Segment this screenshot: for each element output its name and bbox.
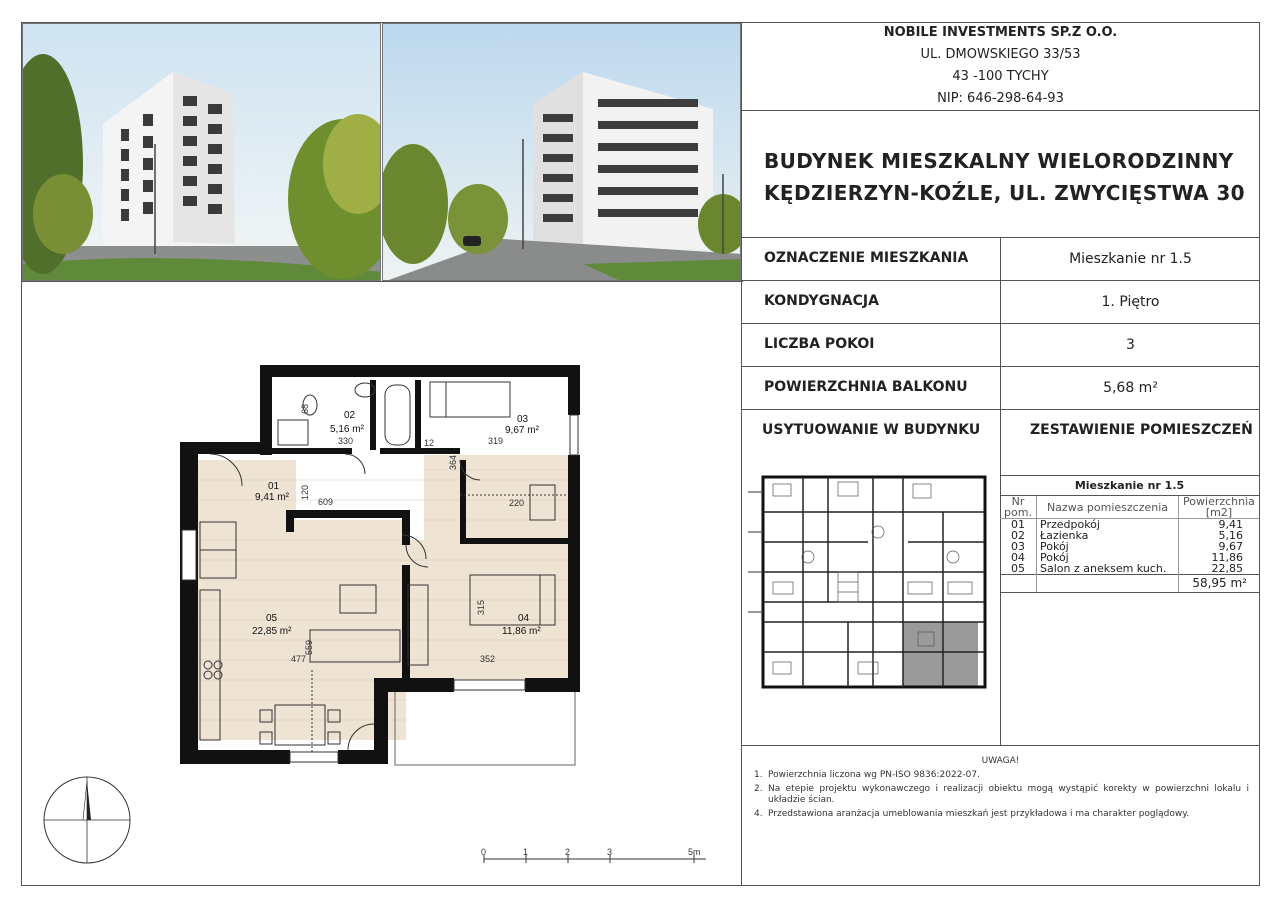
info-value: Mieszkanie nr 1.5	[1000, 238, 1260, 281]
row-area: 5,16	[1218, 529, 1243, 542]
room-03-area: 9,67 m²	[505, 425, 539, 436]
room-summary-table	[1000, 475, 1259, 593]
row-nr: 02	[1000, 530, 1037, 541]
info-row-balcony	[742, 367, 1259, 410]
info-label: KONDYGNACJA	[764, 293, 879, 309]
col-name: Nazwa pomieszczenia	[1037, 496, 1179, 519]
row-nr: 01	[1000, 519, 1037, 531]
room-table	[1000, 496, 1259, 592]
note-text: Na etepie projektu wykonawczego i realizacji obiektu mogą wystąpić korekty w powierzchni lokalu i układzie ścian.	[768, 784, 1249, 805]
dim-label: 609	[318, 497, 334, 507]
note-text: Powierzchnia liczona wg PN-ISO 9836:2022-07.	[768, 770, 980, 780]
building-render-1	[22, 23, 381, 281]
dim-label: 68	[300, 403, 310, 414]
project-title-line2: KĘDZIERZYN-KOŹLE, UL. ZWYCIĘSTWA 30	[764, 181, 1246, 205]
col-nr: Nr	[1011, 495, 1025, 508]
company-header	[742, 22, 1259, 110]
note-text: Przedstawiona aranżacja umeblowania mieszkań jest przykładowa i ma charakter poglądowy.	[768, 809, 1190, 819]
info-value: 5,68 m²	[1000, 367, 1260, 410]
company-city: 43 -100 TYCHY	[952, 69, 1049, 84]
scale-label: 0	[481, 847, 487, 857]
scale-label: 5m	[688, 847, 701, 857]
project-title-box	[742, 110, 1259, 238]
row-area: 9,41	[1218, 518, 1243, 531]
room-03-id: 03	[517, 414, 529, 425]
note-item	[754, 770, 1249, 781]
row-name: Przedpokój	[1037, 519, 1179, 531]
location-heading: USYTUOWANIE W BUDYNKU	[762, 422, 981, 438]
room-02-area: 5,16 m²	[330, 424, 364, 435]
dim-label: 330	[338, 436, 354, 446]
scale-label: 2	[565, 847, 571, 857]
info-row-rooms	[742, 324, 1259, 367]
dim-label: 120	[300, 484, 310, 500]
dim-label: 477	[291, 654, 307, 664]
building-render-2	[382, 23, 741, 281]
row-name: Pokój	[1037, 541, 1179, 552]
info-value: 3	[1000, 324, 1260, 367]
room-02-id: 02	[344, 410, 356, 421]
dim-label: 12	[424, 438, 435, 448]
dim-label: 220	[509, 498, 525, 508]
row-area: 9,67	[1218, 540, 1243, 553]
dim-label: 352	[480, 654, 496, 664]
row-name: Pokój	[1037, 552, 1179, 563]
company-name: NOBILE INVESTMENTS SP.Z O.O.	[883, 25, 1118, 40]
col-area: Powierzchnia	[1183, 495, 1255, 508]
room-05-area: 22,85 m²	[252, 626, 292, 637]
note-number: 4.	[754, 809, 763, 819]
room-05-id: 05	[266, 613, 278, 624]
building-location-plan	[748, 472, 996, 694]
dim-label: 319	[488, 436, 504, 446]
photo-row-bottom-line	[21, 281, 743, 282]
info-row-apartment	[742, 238, 1259, 281]
scale-label: 3	[607, 847, 613, 857]
company-street: UL. DMOWSKIEGO 33/53	[920, 47, 1081, 62]
info-row-floor	[742, 281, 1259, 324]
notes-box	[742, 745, 1259, 885]
scale-label: 1	[523, 847, 529, 857]
row-name: Łazienka	[1037, 530, 1179, 541]
info-label: POWIERZCHNIA BALKONU	[764, 379, 968, 395]
row-nr: 05	[1000, 563, 1037, 575]
row-name: Salon z aneksem kuch.	[1037, 563, 1179, 575]
info-value: 1. Piętro	[1000, 281, 1260, 324]
room-04-area: 11,86 m²	[502, 626, 541, 637]
north-arrow-icon	[42, 775, 132, 865]
note-number: 2.	[754, 784, 763, 794]
floor-plan	[170, 360, 590, 780]
table-row	[1000, 563, 1259, 575]
room-04-id: 04	[518, 613, 530, 624]
table-total: 58,95 m²	[1192, 576, 1247, 590]
scale-bar	[478, 845, 718, 875]
info-label: OZNACZENIE MIESZKANIA	[764, 250, 969, 266]
note-item	[754, 809, 1249, 820]
dim-label: 364	[448, 454, 458, 470]
dim-label: 315	[476, 599, 486, 615]
col-area-2: [m2]	[1205, 506, 1233, 519]
summary-heading: ZESTAWIENIE POMIESZCZEŃ	[1030, 422, 1253, 438]
room-table-title: Mieszkanie nr 1.5	[1000, 476, 1259, 496]
row-area: 22,85	[1211, 562, 1243, 575]
row-nr: 03	[1000, 541, 1037, 552]
room-01-id: 01	[268, 481, 280, 492]
dim-label: 559	[304, 639, 314, 655]
col-nr-2: pom.	[1004, 506, 1032, 519]
company-nip: NIP: 646-298-64-93	[937, 91, 1064, 106]
room-01-area: 9,41 m²	[255, 492, 289, 503]
notes-heading: UWAGA!	[981, 756, 1020, 766]
row-area: 11,86	[1211, 551, 1243, 564]
project-title-line1: BUDYNEK MIESZKALNY WIELORODZINNY	[764, 149, 1234, 173]
note-number: 1.	[754, 770, 763, 780]
note-item	[754, 784, 1249, 806]
info-label: LICZBA POKOI	[764, 336, 875, 352]
row-nr: 04	[1000, 552, 1037, 563]
